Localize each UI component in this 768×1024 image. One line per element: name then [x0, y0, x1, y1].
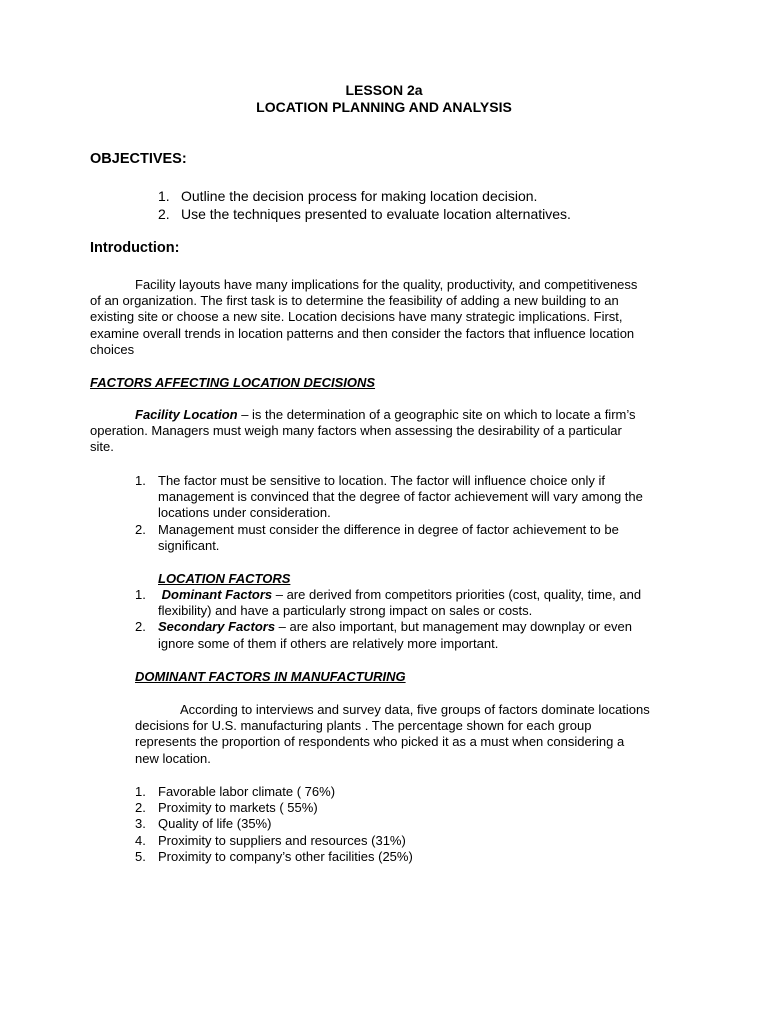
- location-factors-list: [135, 587, 641, 652]
- definition-text: – are derived from competitors priorities (cost, quality, time, and: [272, 587, 642, 602]
- definition-text: – are also important, but management may downplay or even: [275, 619, 633, 635]
- paragraph-line: of an organization. The first task is to determine the feasibility of adding a new building to an: [90, 293, 619, 309]
- list-text: Use the techniques presented to evaluate location alternatives.: [181, 206, 571, 222]
- objectives-heading: OBJECTIVES:: [90, 151, 187, 167]
- list-line: [158, 587, 641, 603]
- dominant-mfg-paragraph: [135, 702, 665, 767]
- list-number: 1.: [135, 784, 146, 799]
- lesson-label: LESSON 2a: [345, 82, 423, 98]
- location-factors-heading: LOCATION FACTORS: [158, 571, 291, 586]
- list-item: [135, 784, 413, 800]
- facility-location-paragraph: [90, 407, 680, 456]
- introduction-heading: Introduction:: [90, 240, 180, 256]
- list-number: 2.: [135, 521, 146, 537]
- factors-section-heading: FACTORS AFFECTING LOCATION DECISIONS: [90, 375, 376, 390]
- paragraph-line: choices: [90, 341, 135, 357]
- list-text: Proximity to suppliers and resources (31%): [158, 832, 406, 848]
- dominant-mfg-heading: DOMINANT FACTORS IN MANUFACTURING: [135, 669, 406, 684]
- paragraph-line: represents the proportion of respondents who picked it as a must when considering a: [135, 734, 625, 750]
- list-line: The factor must be sensitive to location. The factor will influence choice only if: [158, 473, 606, 488]
- list-number: 2.: [135, 619, 146, 635]
- lesson-title: LOCATION PLANNING AND ANALYSIS: [256, 99, 512, 115]
- secondary-factors-term: Secondary Factors: [158, 619, 276, 635]
- list-line: [158, 619, 641, 635]
- list-item: [135, 800, 413, 816]
- list-line: flexibility) and have a particularly strong impact on sales or costs.: [158, 603, 533, 619]
- list-number: 1.: [135, 473, 146, 488]
- list-line: Management must consider the difference in degree of factor achievement to be: [158, 521, 619, 537]
- list-line: ignore some of them if others are relatively more important.: [158, 635, 499, 651]
- list-line: management is convinced that the degree of factor achievement will vary among the: [158, 489, 643, 505]
- definition-text: – is the determination of a geographic site on which to locate a firm’s: [237, 407, 636, 422]
- facility-location-term: Facility Location: [135, 407, 238, 422]
- list-text: Quality of life (35%): [158, 816, 272, 832]
- dominant-factors-list: [135, 784, 413, 865]
- list-text: Outline the decision process for making location decision.: [181, 188, 538, 204]
- list-item: [135, 522, 643, 554]
- list-number: 3.: [135, 816, 146, 832]
- list-text: Favorable labor climate ( 76%): [158, 784, 336, 799]
- list-line: significant.: [158, 537, 220, 553]
- list-number: 5.: [135, 848, 146, 864]
- introduction-paragraph: [90, 277, 680, 358]
- paragraph-line: decisions for U.S. manufacturing plants . The percentage shown for each group: [135, 718, 592, 734]
- criteria-list: [135, 473, 643, 554]
- paragraph-line: [90, 407, 680, 423]
- paragraph-line: new location.: [135, 750, 211, 766]
- list-number: 4.: [135, 832, 146, 848]
- list-item: [135, 849, 413, 865]
- list-item: [135, 473, 643, 522]
- list-text: Proximity to company’s other facilities (25%): [158, 848, 413, 864]
- list-item: [135, 619, 641, 651]
- list-number: 1.: [135, 587, 146, 602]
- paragraph-line: existing site or choose a new site. Location decisions have many strategic implications. First,: [90, 309, 623, 325]
- paragraph-line: site.: [90, 439, 114, 455]
- list-number: 2.: [158, 206, 170, 222]
- list-item: [135, 587, 641, 619]
- list-line: locations under consideration.: [158, 505, 331, 521]
- list-number: 2.: [135, 800, 146, 816]
- paragraph-line: examine overall trends in location patterns and then consider the factors that influence location: [90, 325, 635, 341]
- list-number: 1.: [158, 188, 170, 204]
- dominant-factors-term: Dominant Factors: [158, 587, 273, 602]
- list-item: [135, 833, 413, 849]
- list-item: [135, 816, 413, 832]
- paragraph-line: Facility layouts have many implications for the quality, productivity, and competitiveness: [135, 277, 638, 292]
- list-text: Proximity to markets ( 55%): [158, 800, 318, 816]
- paragraph-line: According to interviews and survey data, five groups of factors dominate locations: [180, 702, 650, 717]
- paragraph-line: operation. Managers must weigh many factors when assessing the desirability of a particular: [90, 423, 622, 439]
